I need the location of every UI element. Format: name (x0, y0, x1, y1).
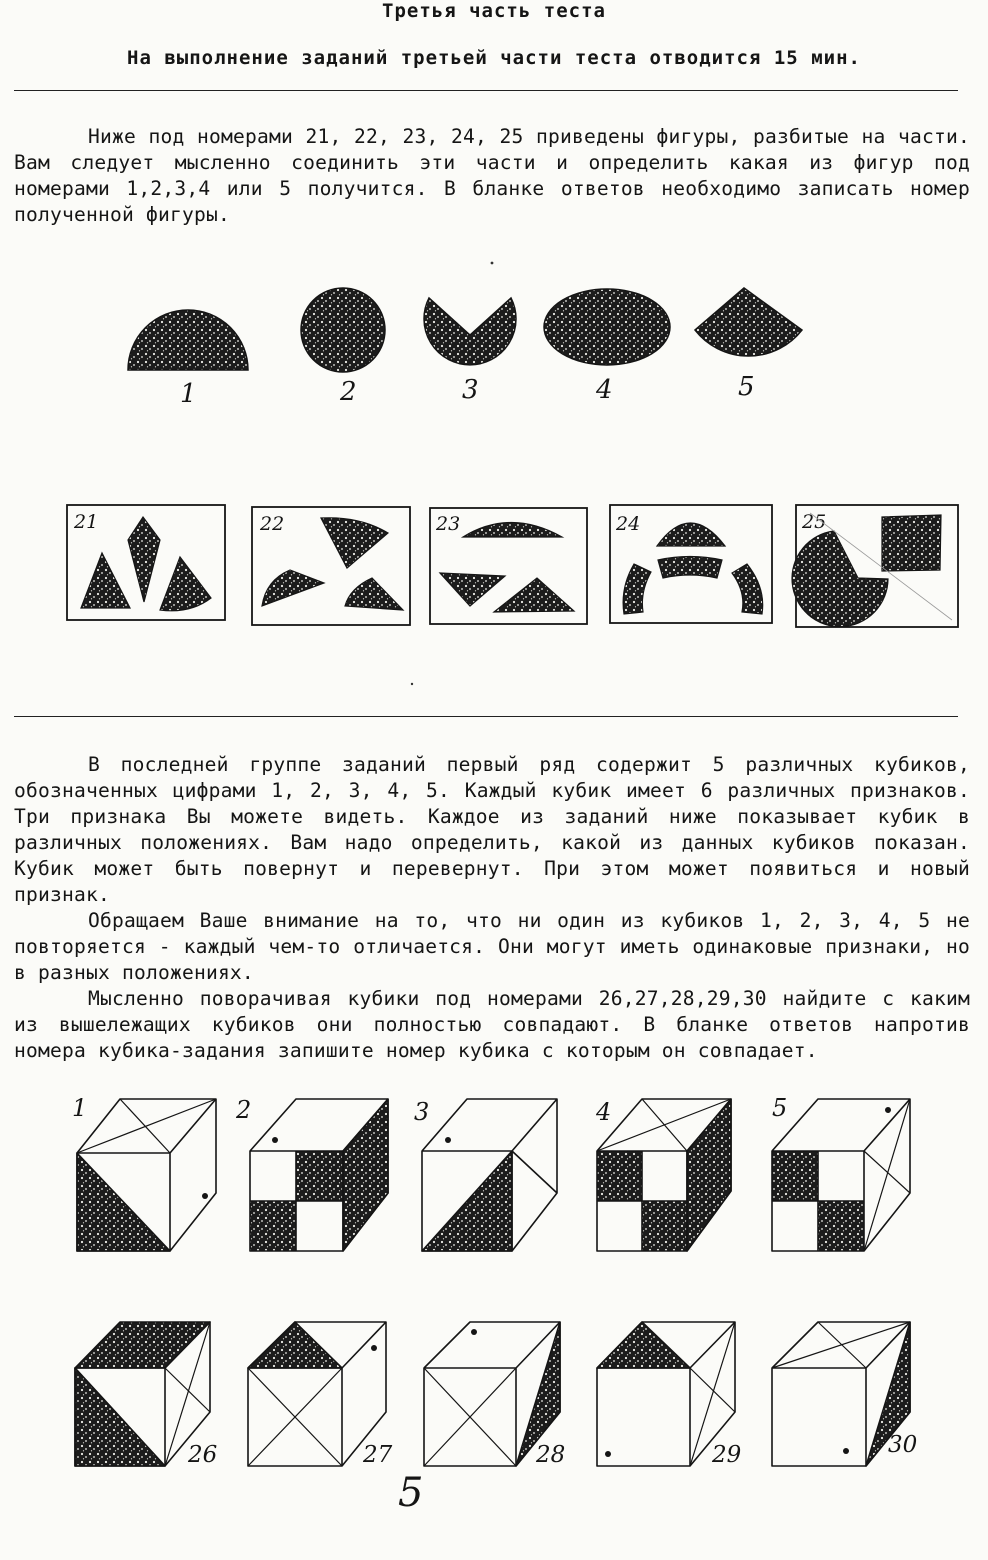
piece-23-inverted-triangle (440, 573, 505, 606)
piece-25-quarter (882, 515, 941, 571)
piece-22-right-sector (345, 578, 403, 610)
cube-4 (597, 1099, 731, 1251)
page-number: 5 (398, 1470, 424, 1516)
cube-label-26: 26 (188, 1442, 218, 1468)
cubes-instruction-p1: В последней группе заданий первый ряд содержит 5 различных кубиков, обозначенных цифрами 1, 2, 3, 4, 5. Каждый кубик имеет 6 различных признаков. Три признака Вы можете видеть. Каждое из заданий ниже показывает кубик в различных положениях. Вам надо определить, какой из данных кубиков показан. Кубик может быть повернут и перевернут. При этом может появиться и новый признак. (14, 753, 970, 906)
piece-25-pacman (792, 531, 888, 627)
cube-1-front-shade (77, 1153, 170, 1251)
cube-label-5: 5 (772, 1094, 788, 1122)
cube-1 (77, 1099, 216, 1251)
cube-label-3: 3 (414, 1098, 430, 1126)
cube-label-30: 30 (888, 1432, 918, 1458)
figure-label-5: 5 (738, 372, 755, 402)
piece-22-left-sector (262, 570, 324, 606)
task-label-25: 25 (802, 511, 827, 533)
figures-instruction-text: Ниже под номерами 21, 22, 23, 24, 25 приведены фигуры, разбитые на части. Вам следует мысленно соединить эти части и определить какая из фигур под номерами 1,2,3,4 или 5 получится. В бланке ответов необходимо записать номер полученной фигуры. (14, 125, 970, 226)
task-label-21: 21 (74, 511, 99, 533)
scan-dot (491, 262, 494, 265)
cube-label-27: 27 (363, 1442, 393, 1468)
cube-label-4: 4 (596, 1098, 612, 1126)
cubes-instruction-p3: Мысленно поворачивая кубики под номерами 26,27,28,29,30 найдите с каким из вышележащих кубиков они полностью совпадают. В бланке ответов напротив номера кубика-задания запишите номер кубика с которым он совпадает. (14, 987, 970, 1062)
divider-middle (14, 716, 958, 717)
piece-22-top-sector (321, 518, 388, 568)
piece-21-right-sector (160, 557, 211, 611)
figure-label-4: 4 (596, 375, 613, 405)
figure-2-circle (301, 288, 385, 372)
figure-5-sector (695, 288, 802, 356)
task-figure-labels (73, 511, 826, 535)
piece-23-triangle (494, 578, 574, 612)
answer-figure-labels (180, 372, 755, 409)
time-limit-note: На выполнение заданий третьей части теста отводится 15 мин. (127, 47, 861, 69)
figure-3-pacman (424, 298, 516, 365)
cube-label-29: 29 (712, 1442, 742, 1468)
figure-label-3: 3 (462, 375, 479, 405)
figure-1-semicircle (128, 310, 248, 370)
cube-2 (250, 1099, 388, 1251)
figure-label-2: 2 (340, 377, 357, 407)
task-label-22: 22 (260, 513, 285, 535)
figure-4-ellipse (544, 289, 670, 365)
figure-label-1: 1 (180, 379, 197, 409)
piece-23-arc (463, 523, 562, 538)
answer-figures (128, 288, 802, 372)
task-label-23: 23 (436, 513, 461, 535)
piece-24-dome (657, 523, 725, 546)
piece-24-center-band (658, 557, 722, 579)
page-title: Третья часть теста (382, 0, 606, 22)
piece-24-right-band (732, 564, 763, 614)
cubes-instruction-p2: Обращаем Ваше внимание на то, что ни один из кубиков 1, 2, 3, 4, 5 не повторяется - каждый чем-то отличается. Они могут иметь одинаковые признаки, но в разных положениях. (14, 909, 970, 984)
piece-21-left-triangle (81, 553, 130, 608)
task-label-24: 24 (616, 513, 641, 535)
cube-3 (422, 1099, 557, 1251)
cube-label-28: 28 (536, 1442, 566, 1468)
piece-21-kite (128, 517, 160, 602)
cubes-instruction (14, 752, 970, 1064)
cube-label-1: 1 (72, 1094, 88, 1122)
task-cube-labels (187, 1432, 917, 1468)
piece-24-left-band (623, 564, 651, 614)
cube-5 (772, 1099, 910, 1251)
scan-dot (411, 683, 413, 685)
cube-label-2: 2 (236, 1096, 252, 1124)
